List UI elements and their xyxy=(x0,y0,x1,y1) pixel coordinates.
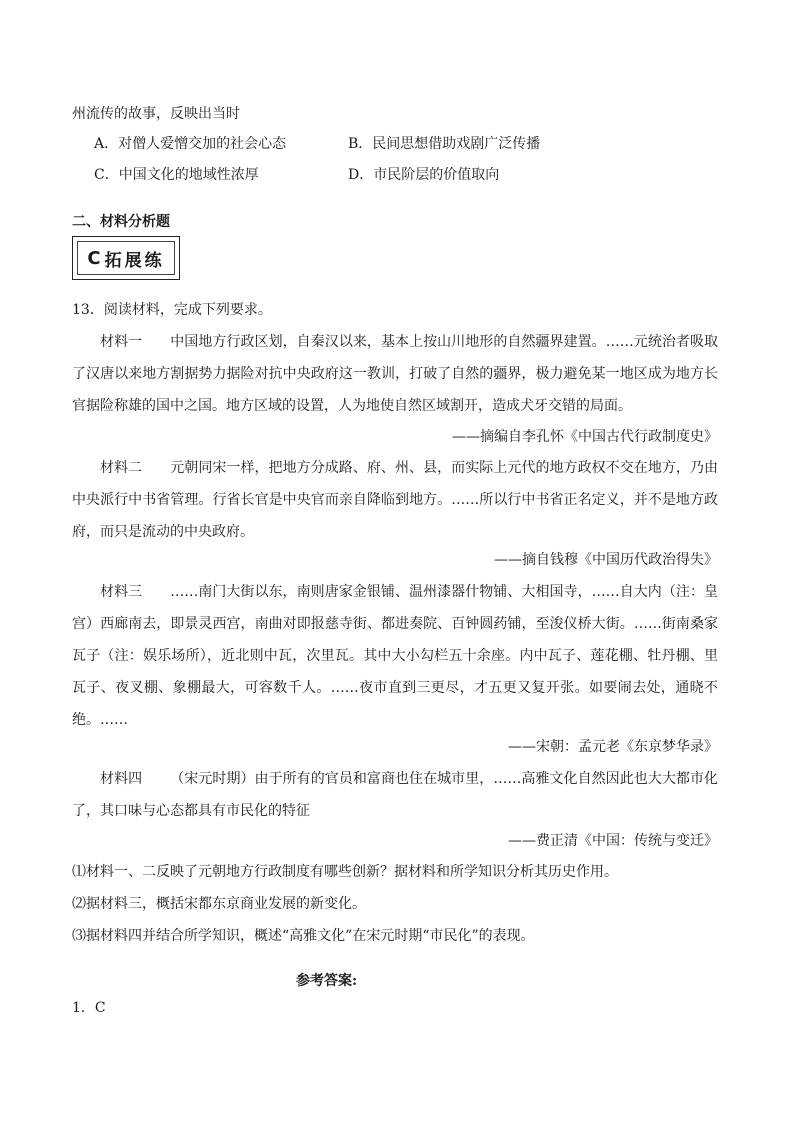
sub-question-2: ⑵据材料三，概括宋都东京商业发展的新变化。 xyxy=(72,896,366,912)
question-13-stem: 13．阅读材料，完成下列要求。 xyxy=(72,302,272,318)
material-1-text: 中国地方行政区划，自秦汉以来，基本上按山川地形的自然疆界建置。……元统治者吸取了汉唐以来地方割据势力据险对抗中央政府这一教训，打破了自然的疆界，极力避免某一地区成为地方长官据险称雄的国中之国。地方区域的设置，人为地使自然区域割开，造成犬牙交错的局面。 xyxy=(72,334,719,414)
material-4-label: 材料四 xyxy=(100,771,143,787)
sub-question-3: ⑶据材料四并结合所学知识，概述“高雅文化”在宋元时期“市民化”的表现。 xyxy=(72,928,535,944)
material-4 xyxy=(72,763,718,827)
material-4-source: ——费正清《中国：传统与变迁》 xyxy=(508,833,718,849)
answer-title: 参考答案: xyxy=(296,973,358,989)
option-a: A．对僧人爱憎交加的社会心态 xyxy=(94,136,287,152)
option-c: C．中国文化的地域性浓厚 xyxy=(94,167,259,183)
material-2-text: 元朝同宋一样，把地方分成路、府、州、县，而实际上元代的地方政权不交在地方，乃由中央派行中书省管理。行省长官是中央官而亲自降临到地方。……所以行中书省正名定义，并不是地方政府，而只是流动的中央政府。 xyxy=(72,460,718,540)
section-title: 二、材料分析题 xyxy=(72,214,170,230)
material-3-source: ——宋朝：孟元老《东京梦华录》 xyxy=(508,739,718,755)
material-3 xyxy=(72,576,718,736)
material-4-text: （宋元时期）由于所有的官员和富商也住在城市里，……高雅文化自然因此也大大都市化了，其口味与心态都具有市民化的特征 xyxy=(72,771,719,819)
option-b: B．民间思想借助戏剧广泛传播 xyxy=(348,136,541,152)
answer-1: 1．C xyxy=(72,1000,106,1016)
material-2 xyxy=(72,452,718,548)
material-1-source: ——摘编自李孔怀《中国古代行政制度史》 xyxy=(452,429,718,445)
material-1 xyxy=(72,326,718,422)
extension-practice-badge xyxy=(72,236,180,280)
material-2-label: 材料二 xyxy=(100,460,143,476)
material-2-source: ——摘自钱穆《中国历代政治得失》 xyxy=(494,552,718,568)
option-d: D．市民阶层的价值取向 xyxy=(348,167,500,183)
badge-letter: C xyxy=(87,247,101,269)
question-stem-tail: 州流传的故事，反映出当时 xyxy=(72,106,240,122)
sub-question-1: ⑴材料一、二反映了元朝地方行政制度有哪些创新？据材料和所学知识分析其历史作用。 xyxy=(72,864,618,880)
material-3-label: 材料三 xyxy=(100,584,143,600)
badge-text: 拓展练 xyxy=(104,250,165,271)
material-3-text: ……南门大街以东，南则唐家金银铺、温州漆器什物铺、大相国寺，……自大内（注：皇宫）西廊南去，即景灵西宫，南曲对即报慈寺街、都进奏院、百钟圆药铺，至浚仪桥大街。……街南桑家瓦子（注：娱乐场所），近北则中瓦，次里瓦。其中大小勾栏五十余座。内中瓦子、莲花棚、牡丹棚、里瓦子、夜叉棚、象棚最大，可容数千人。……夜市直到三更尽，才五更又复开张。如要闹去处，通晓不绝。…… xyxy=(72,584,719,728)
material-1-label: 材料一 xyxy=(100,334,143,350)
